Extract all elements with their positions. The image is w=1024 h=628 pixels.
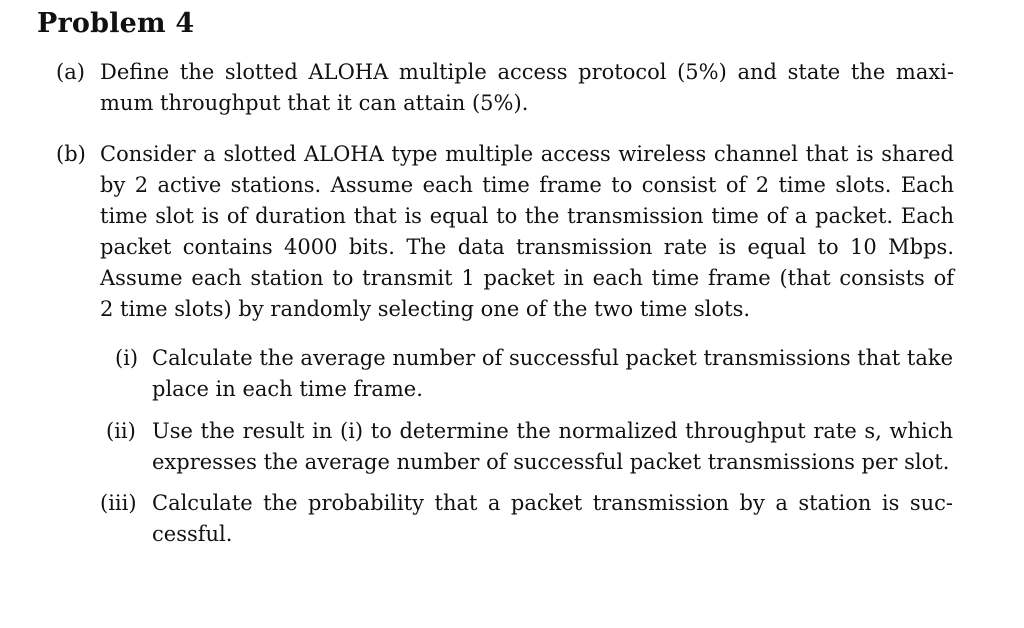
subpart-ii-label: (ii) — [106, 419, 136, 443]
subpart-iii-line-1: Calculate the probability that a packet transmission by a station is suc- — [152, 491, 953, 515]
subpart-i-line-2: place in each time frame. — [152, 377, 423, 401]
part-a-line-2: mum throughput that it can attain (5%). — [100, 91, 529, 115]
part-b-line-4: packet contains 4000 bits. The data transmission rate is equal to 10 Mbps. — [100, 235, 954, 259]
subpart-ii-line-2: expresses the average number of successful packet transmissions per slot. — [152, 450, 950, 474]
part-b-label: (b) — [56, 142, 86, 166]
subpart-i-line-1: Calculate the average number of successful packet transmissions that take — [152, 346, 954, 370]
problem-title: Problem 4 — [37, 8, 195, 39]
part-b-line-6: 2 time slots) by randomly selecting one of the two time slots. — [100, 297, 751, 321]
part-b-line-2: by 2 active stations. Assume each time frame to consist of 2 time slots. Each — [100, 173, 954, 197]
part-a-line-1: Define the slotted ALOHA multiple access protocol (5%) and state the maxi- — [100, 60, 954, 84]
part-b-line-1: Consider a slotted ALOHA type multiple access wireless channel that is shared — [100, 142, 954, 166]
part-b-text — [100, 139, 954, 325]
part-b-line-3: time slot is of duration that is equal to the transmission time of a packet. Each — [100, 204, 954, 228]
subpart-i-label: (i) — [115, 346, 139, 370]
subpart-iii-text — [152, 488, 953, 550]
subpart-iii-line-2: cessful. — [152, 522, 233, 546]
subpart-i-text — [152, 343, 953, 405]
part-a-text — [100, 57, 954, 119]
part-a-label: (a) — [56, 60, 85, 84]
part-b-line-5: Assume each station to transmit 1 packet in each time frame (that consists of — [100, 266, 954, 290]
subpart-iii-label: (iii) — [100, 491, 137, 515]
subpart-ii-line-1: Use the result in (i) to determine the normalized throughput rate s, which — [152, 419, 953, 443]
subpart-ii-text — [152, 416, 953, 478]
